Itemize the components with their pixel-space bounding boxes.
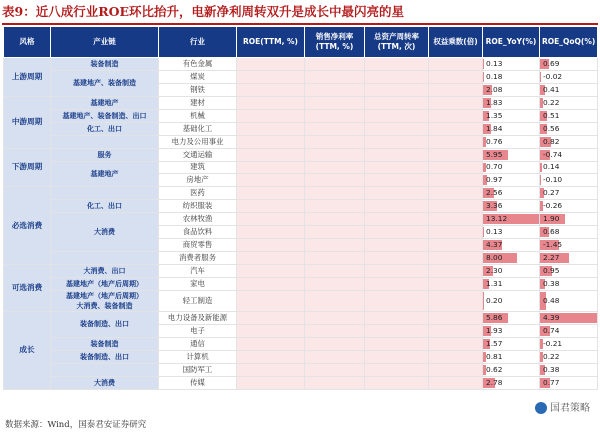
metric-cell (237, 122, 305, 135)
metric-cell (429, 277, 483, 290)
roe-qoq-cell (540, 58, 598, 71)
metric-cell (429, 290, 483, 311)
roe-qoq-bar (540, 175, 541, 185)
metric-cell (305, 58, 365, 71)
roe-yoy-value: 5.95 (486, 149, 503, 159)
roe-qoq-value: -0.10 (543, 175, 563, 185)
metric-cell (237, 376, 305, 389)
table-row (4, 96, 598, 109)
roe-qoq-value: 0.14 (543, 162, 560, 172)
roe-qoq-bar (540, 163, 542, 173)
roe-yoy-cell (483, 96, 540, 109)
metric-cell (305, 174, 365, 187)
chain-cell: 基建地产、装备制造 (51, 70, 159, 96)
roe-yoy-cell (483, 70, 540, 83)
table-title: 表9：近八成行业ROE环比抬升，电新净利周转双升是成长中最闪亮的星 (2, 1, 598, 25)
roe-yoy-value: 1.83 (486, 97, 503, 107)
industry-cell: 煤炭 (159, 70, 237, 83)
roe-qoq-value: 4.39 (543, 312, 560, 322)
style-cell: 可选消费 (4, 265, 51, 312)
style-cell: 中游周期 (4, 96, 51, 148)
industry-cell: 机械 (159, 109, 237, 122)
table-row (4, 187, 598, 200)
roe-qoq-cell (540, 148, 598, 161)
metric-cell (305, 122, 365, 135)
metric-cell (237, 290, 305, 311)
metric-cell (237, 265, 305, 278)
metric-cell (365, 109, 429, 122)
metric-cell (429, 174, 483, 187)
industry-cell: 有色金属 (159, 58, 237, 71)
roe-yoy-value: 0.20 (486, 295, 503, 305)
metric-cell (429, 239, 483, 252)
metric-cell (237, 252, 305, 265)
chain-cell: 化工、出口 (51, 122, 159, 135)
metric-cell (365, 135, 429, 148)
roe-qoq-value: 0.22 (543, 97, 560, 107)
roe-yoy-value: 1.57 (486, 338, 503, 348)
chain-cell: 基建地产（地产后周期） 大消费、装备制造 (51, 290, 159, 311)
table-row (4, 337, 598, 350)
roe-qoq-cell (540, 70, 598, 83)
metric-cell (305, 324, 365, 337)
header-chain: 产业链 (51, 27, 159, 58)
chain-cell (51, 187, 159, 200)
header-roe: ROE(TTM, %) (237, 27, 305, 58)
metric-cell (305, 350, 365, 363)
style-cell: 成长 (4, 311, 51, 389)
industry-cell: 交通运输 (159, 148, 237, 161)
metric-cell (429, 311, 483, 324)
industry-cell: 电力及公用事业 (159, 135, 237, 148)
metric-cell (237, 213, 305, 226)
chain-cell (51, 363, 159, 376)
metric-cell (237, 277, 305, 290)
metric-cell (365, 252, 429, 265)
roe-qoq-value: 0.48 (543, 295, 560, 305)
metric-cell (429, 200, 483, 213)
roe-qoq-cell (540, 290, 598, 311)
metric-cell (365, 83, 429, 96)
chain-cell: 大消费 (51, 376, 159, 389)
metric-cell (305, 109, 365, 122)
chain-cell: 服务 (51, 148, 159, 161)
metric-cell (365, 337, 429, 350)
roe-qoq-value: -1.45 (543, 240, 563, 250)
table-row (4, 350, 598, 363)
metric-cell (429, 122, 483, 135)
roe-yoy-cell (483, 311, 540, 324)
roe-yoy-cell (483, 161, 540, 174)
roe-yoy-cell (483, 187, 540, 200)
roe-qoq-value: 0.38 (543, 364, 560, 374)
metric-cell (305, 200, 365, 213)
table-row (4, 200, 598, 213)
roe-yoy-value: 0.70 (486, 162, 503, 172)
metric-cell (305, 213, 365, 226)
roe-yoy-value: 1.84 (486, 123, 503, 133)
roe-yoy-value: 1.31 (486, 278, 503, 288)
style-cell: 下游周期 (4, 148, 51, 187)
roe-qoq-cell (540, 213, 598, 226)
metric-cell (305, 135, 365, 148)
roe-yoy-bar (483, 72, 484, 82)
chain-cell: 基建地产 (51, 96, 159, 109)
metric-cell (429, 135, 483, 148)
metric-cell (237, 311, 305, 324)
roe-yoy-cell (483, 148, 540, 161)
metric-cell (365, 122, 429, 135)
roe-yoy-cell (483, 324, 540, 337)
metric-cell (365, 96, 429, 109)
roe-qoq-cell (540, 376, 598, 389)
table-row (4, 213, 598, 226)
chain-cell: 化工、出口 (51, 200, 159, 213)
roe-qoq-value: 0.69 (543, 58, 560, 68)
metric-cell (429, 187, 483, 200)
metric-cell (237, 70, 305, 83)
industry-cell: 传媒 (159, 376, 237, 389)
roe-yoy-value: 0.81 (486, 351, 503, 361)
roe-qoq-cell (540, 109, 598, 122)
roe-qoq-value: 0.68 (543, 227, 560, 237)
roe-qoq-value: -0.21 (543, 338, 563, 348)
table-row (4, 122, 598, 135)
roe-qoq-value: 0.56 (543, 123, 560, 133)
metric-cell (429, 83, 483, 96)
industry-cell: 基础化工 (159, 122, 237, 135)
chain-cell: 装备制造、出口 (51, 311, 159, 337)
metric-cell (237, 350, 305, 363)
metric-cell (305, 96, 365, 109)
industry-cell: 纺织服装 (159, 200, 237, 213)
roe-yoy-cell (483, 337, 540, 350)
roe-qoq-cell (540, 324, 598, 337)
roe-yoy-cell (483, 252, 540, 265)
roe-qoq-value: 0.74 (543, 325, 560, 335)
roe-yoy-cell (483, 376, 540, 389)
metric-cell (305, 148, 365, 161)
header-style: 风格 (4, 27, 51, 58)
table-row (4, 161, 598, 174)
metric-cell (429, 148, 483, 161)
metric-cell (429, 363, 483, 376)
roe-qoq-cell (540, 135, 598, 148)
roe-qoq-cell (540, 96, 598, 109)
metric-cell (237, 200, 305, 213)
industry-cell: 通信 (159, 337, 237, 350)
table-row (4, 363, 598, 376)
watermark-text: 国君策略 (550, 403, 590, 414)
industry-cell: 国防军工 (159, 363, 237, 376)
roe-yoy-cell (483, 290, 540, 311)
metric-cell (429, 226, 483, 239)
table-row (4, 265, 598, 278)
chain-cell: 装备制造 (51, 337, 159, 350)
roe-yoy-bar (483, 59, 484, 69)
chain-cell: 基建地产（地产后周期） (51, 277, 159, 290)
watermark (531, 398, 594, 415)
roe-qoq-value: 1.90 (543, 214, 560, 224)
roe-qoq-value: 0.95 (543, 265, 560, 275)
industry-cell: 电子 (159, 324, 237, 337)
roe-yoy-cell (483, 239, 540, 252)
metric-cell (237, 337, 305, 350)
roe-qoq-cell (540, 265, 598, 278)
industry-cell: 电力设备及新能源 (159, 311, 237, 324)
metric-cell (237, 58, 305, 71)
roe-yoy-cell (483, 174, 540, 187)
metric-cell (365, 350, 429, 363)
header-equity-multiplier: 权益乘数(倍) (429, 27, 483, 58)
metric-cell (237, 148, 305, 161)
roe-qoq-value: 2.27 (543, 253, 560, 263)
roe-qoq-value: 0.77 (543, 377, 560, 387)
roe-yoy-value: 0.97 (486, 175, 503, 185)
roe-qoq-value: -0.74 (543, 149, 563, 159)
metric-cell (429, 58, 483, 71)
table-row (4, 277, 598, 290)
chain-cell: 基建地产、装备制造、出口 (51, 109, 159, 122)
metric-cell (365, 148, 429, 161)
metric-cell (305, 290, 365, 311)
roe-yoy-cell (483, 135, 540, 148)
metric-cell (305, 187, 365, 200)
chain-cell: 大消费、出口 (51, 265, 159, 278)
roe-qoq-cell (540, 239, 598, 252)
header-industry: 行业 (159, 27, 237, 58)
style-cell: 必选消费 (4, 187, 51, 265)
roe-qoq-value: 0.51 (543, 110, 560, 120)
roe-qoq-value: 0.41 (543, 84, 560, 94)
industry-cell: 计算机 (159, 350, 237, 363)
metric-cell (305, 226, 365, 239)
metric-cell (237, 135, 305, 148)
metric-cell (305, 83, 365, 96)
metric-cell (305, 239, 365, 252)
roe-yoy-cell (483, 200, 540, 213)
table-row (4, 311, 598, 324)
metric-cell (237, 96, 305, 109)
roe-yoy-value: 0.18 (486, 71, 503, 81)
roe-yoy-cell (483, 109, 540, 122)
metric-cell (429, 109, 483, 122)
roe-yoy-cell (483, 83, 540, 96)
roe-yoy-value: 1.35 (486, 110, 503, 120)
style-cell: 上游周期 (4, 58, 51, 97)
roe-yoy-value: 2.30 (486, 265, 503, 275)
metric-cell (237, 226, 305, 239)
roe-yoy-value: 2.08 (486, 84, 503, 94)
metric-cell (237, 187, 305, 200)
roe-qoq-cell (540, 122, 598, 135)
roe-yoy-value: 0.76 (486, 136, 503, 146)
roe-yoy-value: 8.00 (486, 253, 503, 263)
chain-cell (51, 252, 159, 265)
roe-yoy-cell (483, 350, 540, 363)
metric-cell (237, 363, 305, 376)
metric-cell (365, 161, 429, 174)
metric-cell (429, 70, 483, 83)
industry-cell: 医药 (159, 187, 237, 200)
industry-cell: 汽车 (159, 265, 237, 278)
header-net-margin: 销售净利率(TTM, %) (305, 27, 365, 58)
metric-cell (429, 376, 483, 389)
metric-cell (305, 311, 365, 324)
roe-yoy-bar (483, 227, 484, 237)
roe-yoy-value: 5.86 (486, 312, 503, 322)
industry-cell: 钢铁 (159, 83, 237, 96)
roe-qoq-value: -0.26 (543, 201, 563, 211)
table-row (4, 135, 598, 148)
metric-cell (237, 174, 305, 187)
metric-cell (429, 337, 483, 350)
wechat-logo-icon (535, 402, 547, 414)
table-row (4, 290, 598, 311)
roe-qoq-cell (540, 363, 598, 376)
metric-cell (365, 239, 429, 252)
roe-qoq-value: 0.82 (543, 136, 560, 146)
table-row (4, 376, 598, 389)
metric-cell (365, 277, 429, 290)
roe-yoy-cell (483, 363, 540, 376)
table-header-row (4, 27, 598, 58)
roe-qoq-cell (540, 350, 598, 363)
roe-qoq-cell (540, 174, 598, 187)
industry-cell: 食品饮料 (159, 226, 237, 239)
industry-cell: 农林牧渔 (159, 213, 237, 226)
roe-table (3, 26, 598, 390)
metric-cell (429, 350, 483, 363)
metric-cell (429, 213, 483, 226)
roe-yoy-value: 3.36 (486, 201, 503, 211)
metric-cell (365, 226, 429, 239)
metric-cell (365, 213, 429, 226)
metric-cell (305, 363, 365, 376)
metric-cell (237, 161, 305, 174)
metric-cell (365, 363, 429, 376)
industry-cell: 轻工制造 (159, 290, 237, 311)
chain-cell: 大消费 (51, 213, 159, 252)
roe-qoq-cell (540, 187, 598, 200)
metric-cell (237, 83, 305, 96)
metric-cell (237, 324, 305, 337)
metric-cell (365, 290, 429, 311)
metric-cell (365, 70, 429, 83)
metric-cell (429, 96, 483, 109)
header-asset-turnover: 总资产周转率(TTM, 次) (365, 27, 429, 58)
metric-cell (365, 324, 429, 337)
roe-yoy-value: 2.78 (486, 377, 503, 387)
roe-qoq-value: -0.02 (543, 71, 563, 81)
roe-yoy-cell (483, 277, 540, 290)
roe-yoy-cell (483, 213, 540, 226)
roe-qoq-cell (540, 161, 598, 174)
roe-yoy-value: 2.56 (486, 188, 503, 198)
roe-qoq-value: 0.27 (543, 188, 560, 198)
header-roe-qoq: ROE_QoQ(%) (540, 27, 598, 58)
chain-cell: 装备制造 (51, 58, 159, 71)
roe-yoy-cell (483, 226, 540, 239)
roe-qoq-cell (540, 311, 598, 324)
metric-cell (365, 265, 429, 278)
roe-qoq-cell (540, 83, 598, 96)
industry-cell: 家电 (159, 277, 237, 290)
metric-cell (305, 161, 365, 174)
industry-cell: 商贸零售 (159, 239, 237, 252)
roe-qoq-cell (540, 200, 598, 213)
roe-yoy-value: 0.13 (486, 58, 503, 68)
metric-cell (237, 109, 305, 122)
metric-cell (365, 200, 429, 213)
roe-yoy-cell (483, 58, 540, 71)
table-row (4, 109, 598, 122)
metric-cell (429, 252, 483, 265)
metric-cell (365, 174, 429, 187)
roe-yoy-value: 0.13 (486, 227, 503, 237)
metric-cell (365, 311, 429, 324)
roe-qoq-cell (540, 252, 598, 265)
roe-qoq-cell (540, 226, 598, 239)
metric-cell (305, 277, 365, 290)
metric-cell (365, 58, 429, 71)
metric-cell (429, 265, 483, 278)
roe-yoy-value: 0.62 (486, 364, 503, 374)
roe-qoq-cell (540, 337, 598, 350)
metric-cell (365, 187, 429, 200)
roe-yoy-cell (483, 122, 540, 135)
header-roe-yoy: ROE_YoY(%) (483, 27, 540, 58)
roe-qoq-cell (540, 277, 598, 290)
metric-cell (305, 337, 365, 350)
chain-cell: 装备制造、出口 (51, 350, 159, 363)
roe-yoy-value: 1.93 (486, 325, 503, 335)
roe-qoq-value: 0.38 (543, 278, 560, 288)
table-row (4, 70, 598, 83)
metric-cell (305, 70, 365, 83)
roe-yoy-value: 4.37 (486, 240, 503, 250)
roe-yoy-cell (483, 265, 540, 278)
industry-cell: 消费者服务 (159, 252, 237, 265)
roe-qoq-value: 0.22 (543, 351, 560, 361)
chain-cell: 基建地产 (51, 161, 159, 187)
metric-cell (429, 324, 483, 337)
industry-cell: 建材 (159, 96, 237, 109)
source-note: 数据来源：Wind，国泰君安证券研究 (5, 420, 147, 430)
industry-cell: 建筑 (159, 161, 237, 174)
metric-cell (237, 239, 305, 252)
table-row (4, 148, 598, 161)
metric-cell (365, 376, 429, 389)
chain-cell (51, 135, 159, 148)
metric-cell (305, 252, 365, 265)
metric-cell (305, 376, 365, 389)
metric-cell (429, 161, 483, 174)
roe-yoy-bar (483, 292, 484, 310)
industry-cell: 房地产 (159, 174, 237, 187)
roe-yoy-value: 13.12 (486, 214, 508, 224)
table-row (4, 58, 598, 71)
table-row (4, 252, 598, 265)
metric-cell (305, 265, 365, 278)
